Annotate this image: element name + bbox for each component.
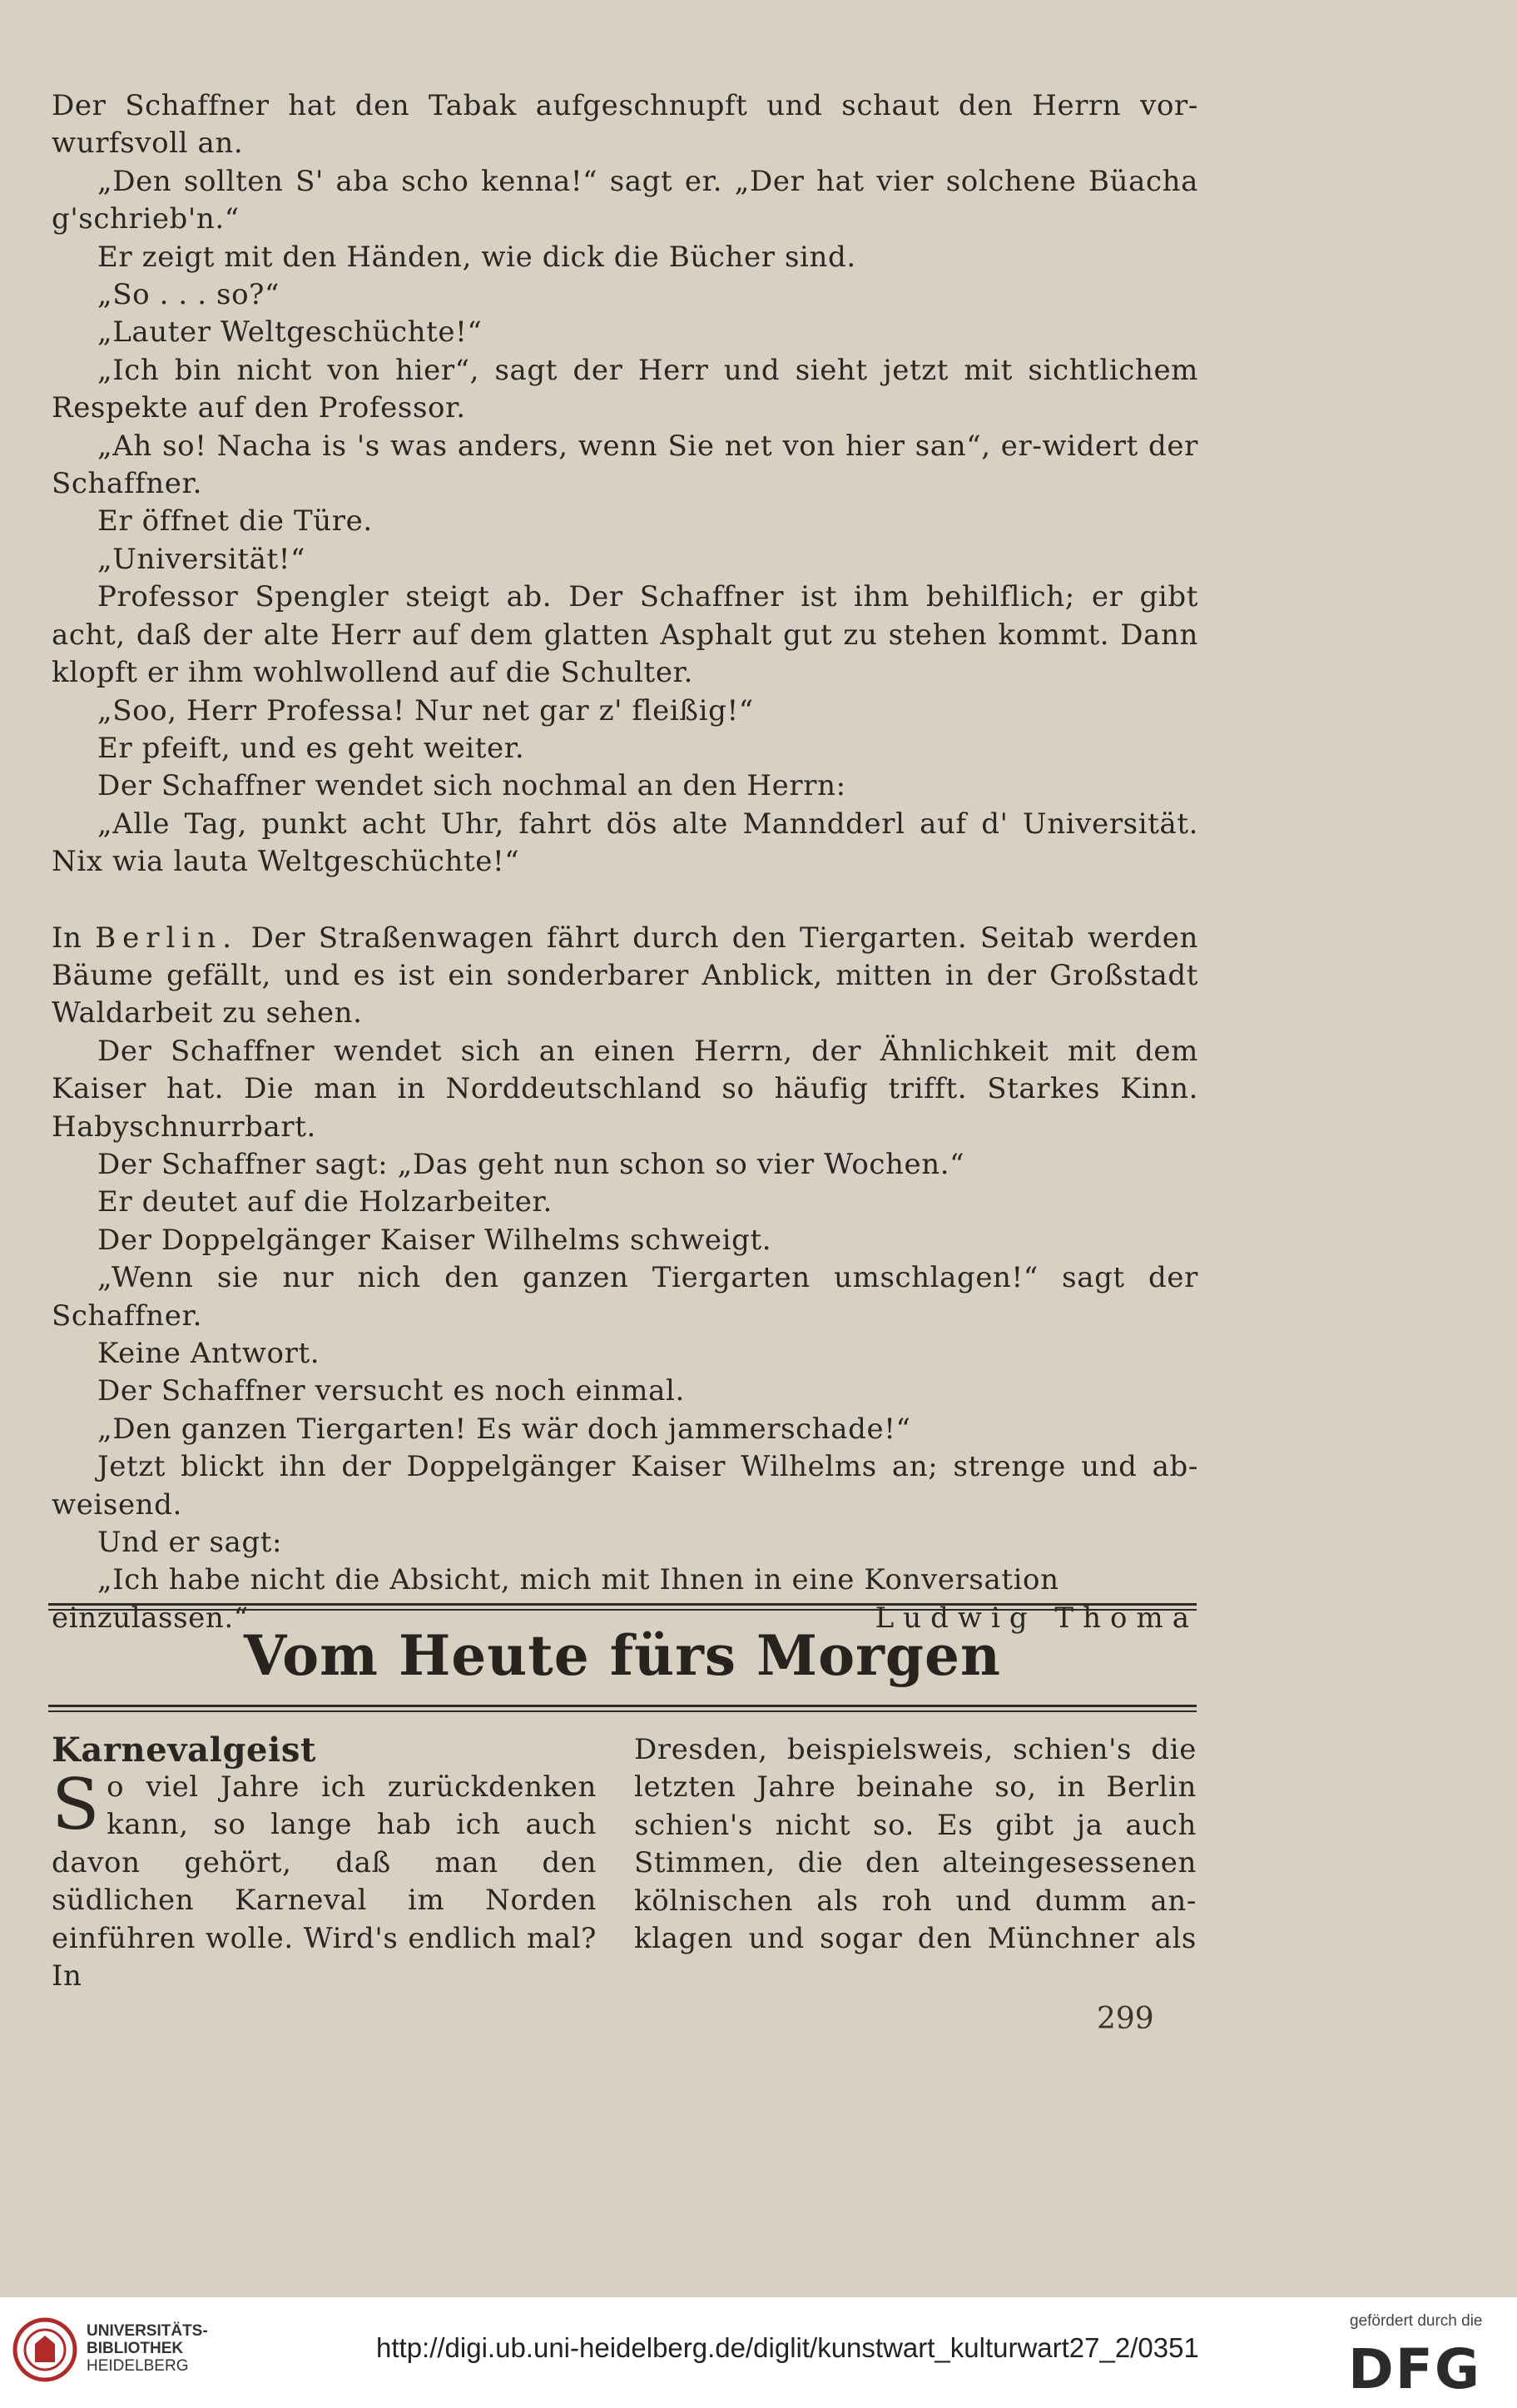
main-text-column bbox=[52, 87, 1198, 1637]
story-paragraph: Professor Spengler steigt ab. Der Schaffner ist ihm behilflich; er gibt acht, daß der alte Herr auf dem glatten Asphalt gut zu stehen kommt. Dann klopft er ihm wohlwollend auf die Schulter. bbox=[52, 580, 1198, 690]
right-column bbox=[634, 1731, 1197, 1958]
right-column-text: Dresden, beispielsweis, schien's die letzten Jahre beinahe so, in Berlin schien's nicht so. Es gibt ja auch Stimmen, die den alteingesessenen kölnischen als roh und dumm an-klagen und sogar den Münchner als bbox=[634, 1733, 1197, 1956]
page-number: 299 bbox=[1097, 2002, 1154, 2036]
story-paragraph: Der Schaffner wendet sich nochmal an den Herrn: bbox=[97, 769, 846, 803]
library-name bbox=[87, 2322, 208, 2375]
berlin-rest: Der Straßenwagen fährt durch den Tiergarten. Seitab werden Bäume gefällt, und es ist ein sonderbarer Anblick, mitten in der Großstadt Waldarbeit zu sehen. bbox=[52, 921, 1198, 1030]
berlin-paragraph bbox=[52, 920, 1198, 1033]
footer-bar bbox=[0, 2297, 1517, 2408]
story-paragraph: „Soo, Herr Professa! Nur net gar z' fleißig!“ bbox=[97, 693, 754, 727]
berlin-story-paragraph: Jetzt blickt ihn der Doppelgänger Kaiser Wilhelms an; strenge und ab-weisend. bbox=[52, 1450, 1198, 1522]
story-paragraph: Der Schaffner hat den Tabak aufgeschnupft und schaut den Herrn vor-wurfsvoll an. bbox=[52, 89, 1198, 161]
story-paragraph: „So . . . so?“ bbox=[97, 278, 280, 312]
story-paragraph: „Alle Tag, punkt acht Uhr, fahrt dös alte Manndderl auf d' Universität. Nix wia lauta Weltgeschüchte!“ bbox=[52, 807, 1198, 879]
article-subhead: Karnevalgeist bbox=[52, 1730, 317, 1770]
berlin-story-paragraph: „Den ganzen Tiergarten! Es wär doch jammerschade!“ bbox=[97, 1412, 911, 1446]
left-column-body: o viel Jahre ich zurückdenken kann, so lange hab ich auch davon gehört, daß man den südlichen Karneval im Norden einführen wolle. Wird's endlich mal? In bbox=[52, 1770, 597, 1993]
berlin-story-paragraph: Er deutet auf die Holzarbeiter. bbox=[97, 1185, 553, 1219]
berlin-story-paragraph: „Wenn sie nur nich den ganzen Tiergarten umschlagen!“ sagt der Schaffner. bbox=[52, 1261, 1198, 1333]
library-line-2: BIBLIOTHEK bbox=[87, 2340, 184, 2357]
left-column-text bbox=[52, 1764, 597, 1995]
final-quote: „Ich habe nicht die Absicht, mich mit Ihnen in eine Konversation bbox=[97, 1563, 1059, 1597]
story-paragraph: „Universität!“ bbox=[97, 542, 305, 576]
story-paragraph: Er zeigt mit den Händen, wie dick die Bücher sind. bbox=[97, 240, 856, 274]
section-title: Vom Heute fürs Morgen bbox=[243, 1623, 1002, 1688]
university-seal-icon bbox=[12, 2316, 78, 2384]
story-paragraphs bbox=[52, 87, 1198, 881]
drop-cap: S bbox=[52, 1764, 101, 1845]
berlin-place: Berlin. bbox=[95, 921, 238, 955]
section-rule-top bbox=[48, 1603, 1197, 1611]
berlin-paragraphs bbox=[52, 1033, 1198, 1562]
berlin-story-paragraph: Der Schaffner sagt: „Das geht nun schon so vier Wochen.“ bbox=[97, 1147, 965, 1181]
berlin-story-paragraph: Keine Antwort. bbox=[97, 1337, 320, 1370]
berlin-story-paragraph: Der Doppelgänger Kaiser Wilhelms schweigt. bbox=[97, 1223, 772, 1257]
library-line-1: UNIVERSITÄTS- bbox=[87, 2322, 208, 2340]
left-column bbox=[52, 1731, 597, 1995]
library-line-3: HEIDELBERG bbox=[87, 2357, 189, 2375]
final-quote-end: einzulassen.“ bbox=[52, 1601, 249, 1635]
berlin-story-paragraph: Der Schaffner versucht es noch einmal. bbox=[97, 1374, 685, 1408]
story-paragraph: „Den sollten S' aba scho kenna!“ sagt er. „Der hat vier solchene Büacha g'schrieb'n.“ bbox=[52, 164, 1198, 236]
berlin-story-paragraph: Der Schaffner wendet sich an einen Herrn, der Ähnlichkeit mit dem Kaiser hat. Die man in Norddeutschland so häufig trifft. Starkes Kinn. Habyschnurrbart. bbox=[52, 1034, 1198, 1144]
source-url[interactable]: http://digi.ub.uni-heidelberg.de/diglit/kunstwart_kulturwart27_2/0351 bbox=[376, 2332, 1199, 2363]
berlin-story-paragraph: Und er sagt: bbox=[97, 1526, 283, 1560]
dfg-logo: DFG bbox=[1348, 2337, 1482, 2401]
berlin-lead: In bbox=[52, 921, 82, 955]
story-paragraph: Er pfeift, und es geht weiter. bbox=[97, 731, 525, 765]
story-paragraph: „Ah so! Nacha is 's was anders, wenn Sie net von hier san“, er-widert der Schaffner. bbox=[52, 429, 1198, 501]
story-paragraph: „Ich bin nicht von hier“, sagt der Herr und sieht jetzt mit sichtlichem Respekte auf den Professor. bbox=[52, 353, 1198, 425]
section-rule-bottom bbox=[48, 1705, 1197, 1712]
story-paragraph: Er öffnet die Türe. bbox=[97, 504, 373, 539]
story-paragraph: „Lauter Weltgeschüchte!“ bbox=[97, 315, 483, 350]
author-signature: Ludwig Thoma bbox=[875, 1601, 1198, 1635]
dfg-label: gefördert durch die bbox=[1350, 2312, 1483, 2330]
